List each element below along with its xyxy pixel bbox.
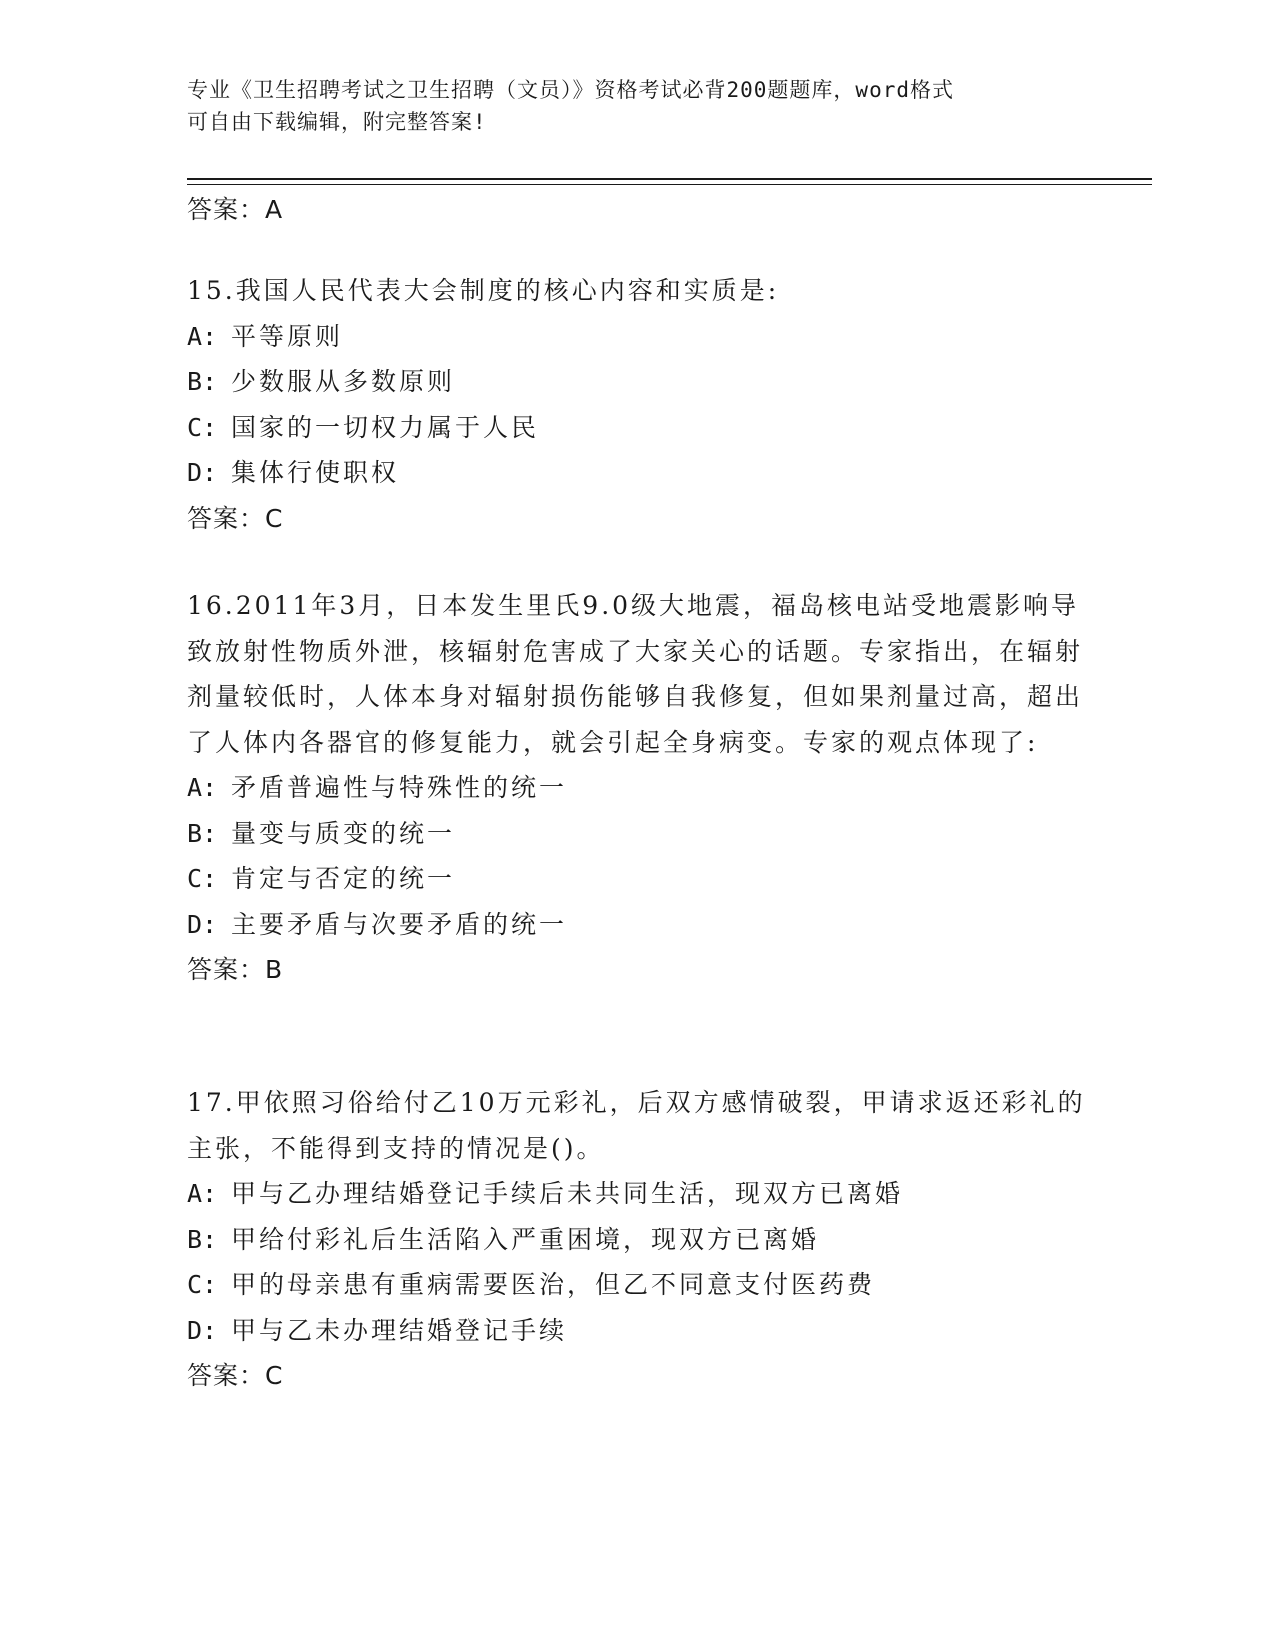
option-text: 肯定与否定的统一 [231, 864, 456, 893]
option-c [187, 1262, 1107, 1308]
option-key: C: [187, 864, 218, 893]
option-b [187, 811, 1107, 857]
option-key: A: [187, 1179, 218, 1208]
question-stem: 16.2011年3月，日本发生里氏9.0级大地震，福岛核电站受地震影响导致放射性物质外泄，核辐射危害成了大家关心的话题。专家指出，在辐射剂量较低时，人体本身对辐射损伤能够自我修复，但如果剂量过高，超出了人体内各器官的修复能力，就会引起全身病变。专家的观点体现了: [187, 591, 1084, 757]
option-text: 甲与乙未办理结婚登记手续 [231, 1315, 568, 1345]
option-a [187, 1171, 1107, 1217]
previous-answer: 答案：A [187, 195, 284, 224]
question-block [187, 583, 1107, 993]
option-b [187, 359, 1107, 405]
option-text: 矛盾普遍性与特殊性的统一 [231, 773, 568, 802]
header-line-1: 专业《卫生招聘考试之卫生招聘（文员）》资格考试必背200题题库，word格式 [187, 78, 954, 102]
option-key: A: [187, 321, 218, 351]
option-d [187, 450, 1107, 496]
answer: 答案：C [187, 1361, 284, 1390]
option-text: 平等原则 [231, 321, 344, 351]
header-rule-thin [187, 184, 1152, 185]
option-text: 甲与乙办理结婚登记手续后未共同生活，现双方已离婚 [231, 1179, 904, 1208]
question-block [187, 1080, 1107, 1399]
option-key: D: [187, 458, 218, 487]
option-text: 甲的母亲患有重病需要医治，但乙不同意支付医药费 [231, 1270, 876, 1299]
answer: 答案：B [187, 955, 284, 984]
option-a [187, 765, 1107, 811]
option-text: 主要矛盾与次要矛盾的统一 [231, 909, 568, 939]
option-c [187, 405, 1107, 451]
document-header [187, 74, 1067, 138]
option-a [187, 314, 1107, 360]
option-text: 少数服从多数原则 [231, 367, 456, 396]
header-rule-thick [187, 178, 1152, 180]
header-line-2: 可自由下载编辑，附完整答案! [187, 110, 487, 134]
option-key: D: [187, 1315, 218, 1345]
option-key: C: [187, 412, 218, 442]
option-key: B: [187, 1224, 218, 1254]
option-c [187, 856, 1107, 902]
question-stem: 15.我国人民代表大会制度的核心内容和实质是: [187, 276, 780, 305]
option-key: D: [187, 909, 218, 939]
option-d [187, 902, 1107, 948]
option-text: 国家的一切权力属于人民 [231, 412, 540, 442]
option-key: B: [187, 818, 218, 848]
option-key: C: [187, 1270, 218, 1299]
option-text: 集体行使职权 [231, 458, 400, 487]
option-b [187, 1217, 1107, 1263]
answer: 答案：C [187, 503, 284, 533]
option-d [187, 1308, 1107, 1354]
option-text: 甲给付彩礼后生活陷入严重困境，现双方已离婚 [231, 1224, 820, 1254]
option-key: A: [187, 773, 218, 802]
option-text: 量变与质变的统一 [231, 818, 456, 848]
option-key: B: [187, 367, 218, 396]
question-stem: 17.甲依照习俗给付乙10万元彩礼，后双方感情破裂，甲请求返还彩礼的主张，不能得到支持的情况是()。 [187, 1088, 1086, 1163]
question-block [187, 268, 1107, 541]
